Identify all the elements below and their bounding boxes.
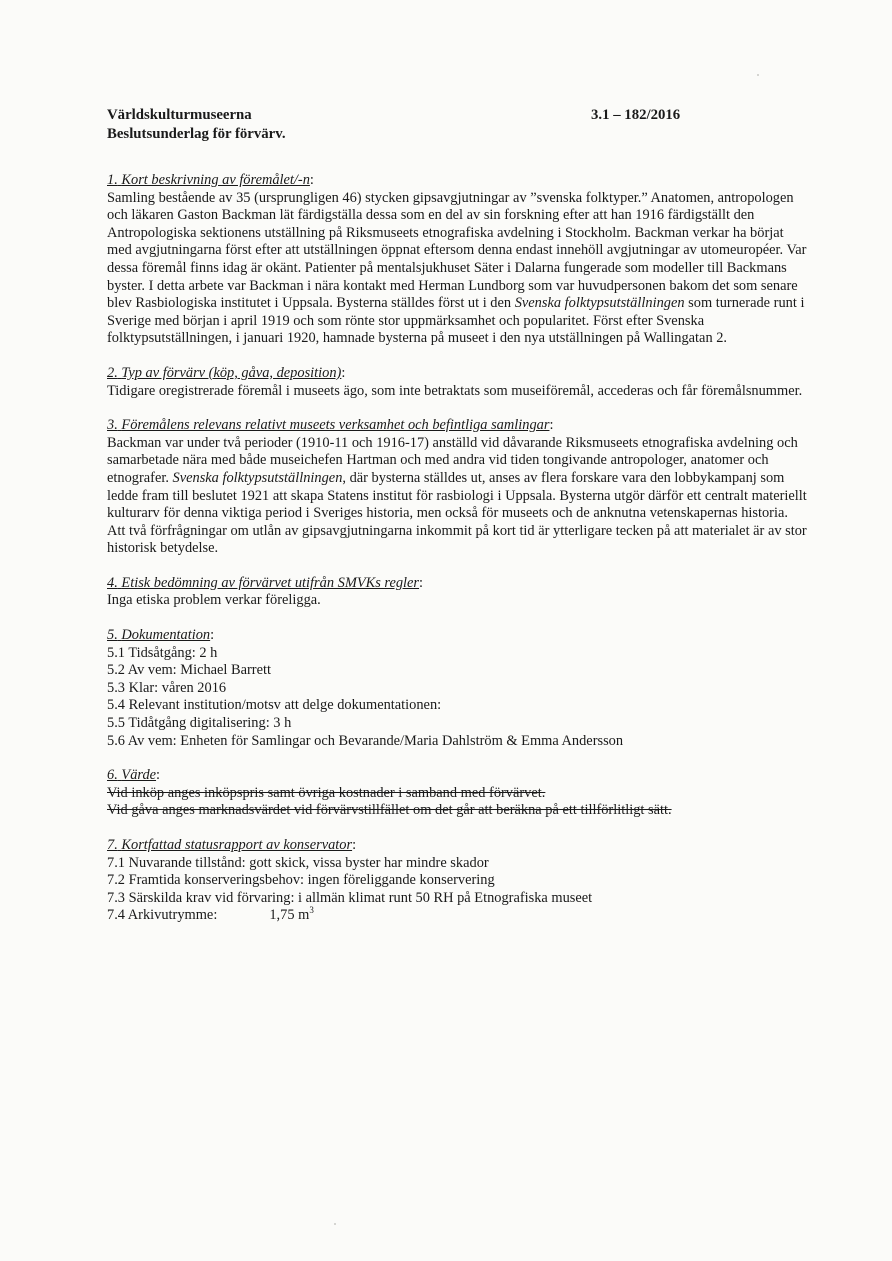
section-7	[107, 837, 807, 925]
list-item: 5.2 Av vem: Michael Barrett	[107, 662, 271, 679]
list-item: 5.1 Tidsåtgång: 2 h	[107, 644, 218, 661]
struck-text-line: Vid inköp anges inköpspris samt övriga kostnader i samband med förvärvet.	[107, 784, 546, 801]
section-1-text: Samling bestående av 35 (ursprungligen 46) stycken gipsavgjutningar av ”svenska folktyper.” Anatomen, antropologen och läkaren Gaston Backman lät färdigställa dessa som en del av sin forskning efter att han 1916 färdigställt den Antropologiska sektionens utställning på Riksmuseets etnografiska avdelning i Stockholm. Backman verkar ha börjat med avgjutningarna först efter att utställningen öppnat eftersom denna endast innehöll avgjutningar av utomeuropéer. Var dessa föremål finns idag är okänt. Patienter på mentalsjukhuset Säter i Dalarna fungerade som modeller till Backmans byster. I detta arbete var Backman i nära kontakt med Herman Lundborg som var huvudpersonen bakom det som senare blev Rasbiologiska institutet i Uppsala. Bysterna ställdes först ut i den Svenska folktypsutställningen som turnerade runt i Sverige med början i april 1919 och som rönte stor uppmärksamhet och popularitet. Först efter Svenska folktypsutställningen, i januari 1920, hamnade bysterna på museet i den nya utställningen på Wallingatan 2.	[107, 189, 807, 347]
document-page	[107, 106, 807, 925]
section-7-heading: 7. Kortfattad statusrapport av konservator:	[107, 837, 357, 853]
archive-space-label: 7.4 Arkivutrymme:	[107, 907, 218, 924]
paper-speck	[334, 1223, 336, 1225]
list-item: 5.4 Relevant institution/motsv att delge dokumentationen:	[107, 697, 442, 714]
paper-speck	[757, 74, 759, 76]
list-item: 7.3 Särskilda krav vid förvaring: i allmän klimat runt 50 RH på Etnografiska museet	[107, 889, 593, 906]
section-6	[107, 767, 807, 820]
reference-number: 3.1 – 182/2016	[591, 107, 681, 123]
list-item: 7.1 Nuvarande tillstånd: gott skick, vissa byster har mindre skador	[107, 854, 489, 871]
section-2-text: Tidigare oregistrerade föremål i museets ägo, som inte betraktats som museiföremål, accederas och får föremålsnummer.	[107, 382, 803, 399]
list-item: 5.3 Klar: våren 2016	[107, 679, 227, 696]
section-3-text: Backman var under två perioder (1910-11 och 1916-17) anställd vid dåvarande Riksmuseets etnografiska avdelning och samarbetade nära med både museichefen Hartman och med andra vid tiden tongivande antropologer, anatomer och etnografer. Svenska folktypsutställningen, där bysterna ställdes ut, anses av flera forskare vara den lobbykampanj som ledde fram till beslutet 1921 att skapa Statens institut för rasbiologi i Uppsala. Bysterna utgör därför ett centralt materiellt kulturarv för denna viktiga period i Sveriges historia, men också för museets och de anknutna vetenskapernas historia. Att två förfrågningar om utlån av gipsavgjutningarna inkommit på kort tid är ytterligare tecken på att materialet är av stor historisk betydelse.	[107, 434, 807, 557]
archive-space-value: 1,75 $m^3$	[269, 905, 314, 924]
organization-name: Världskulturmuseerna	[107, 107, 252, 123]
section-3	[107, 417, 807, 558]
struck-text-line: Vid gåva anges marknadsvärdet vid förvärvstillfället om det går att beräkna på ett tillförlitligt sätt.	[107, 802, 672, 819]
section-4-heading: 4. Etisk bedömning av förvärvet utifrån SMVKs regler:	[107, 574, 424, 591]
archive-space-line	[107, 907, 807, 925]
section-6-heading: 6. Värde:	[107, 767, 161, 784]
section-1	[107, 172, 807, 348]
document-header	[107, 106, 807, 144]
section-5-heading: 5. Dokumentation:	[107, 627, 215, 644]
document-subtitle: Beslutsunderlag för förvärv.	[107, 126, 286, 142]
section-2	[107, 365, 807, 400]
section-2-heading: 2. Typ av förvärv (köp, gåva, deposition):	[107, 364, 346, 381]
section-1-heading: 1. Kort beskrivning av föremålet/-n:	[107, 172, 314, 188]
section-4	[107, 575, 807, 610]
section-3-heading: 3. Föremålens relevans relativt museets verksamhet och befintliga samlingar:	[107, 417, 554, 434]
section-5	[107, 627, 807, 750]
section-4-text: Inga etiska problem verkar föreligga.	[107, 592, 321, 609]
list-item: 7.2 Framtida konserveringsbehov: ingen föreliggande konservering	[107, 872, 495, 889]
list-item: 5.6 Av vem: Enheten för Samlingar och Bevarande/Maria Dahlström & Emma Andersson	[107, 732, 624, 749]
list-item: 5.5 Tidåtgång digitalisering: 3 h	[107, 715, 292, 732]
